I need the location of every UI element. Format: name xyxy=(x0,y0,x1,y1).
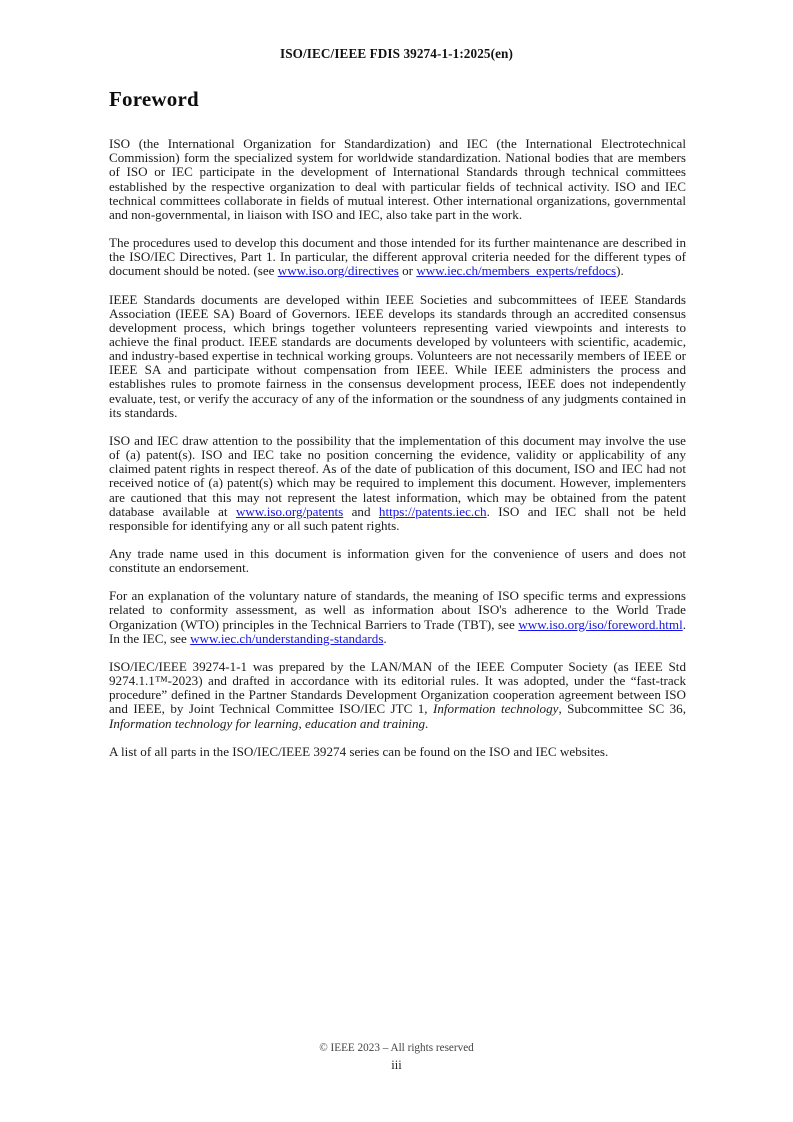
paragraph-trade-name-notice: Any trade name used in this document is information given for the convenience of users and does not constitute an endorsement. xyxy=(109,546,686,576)
link-iso-directives[interactable]: www.iso.org/directives xyxy=(277,263,399,279)
link-iec-patents[interactable]: https://patents.iec.ch xyxy=(378,503,487,519)
paragraph-procedures-text-lead: The procedures used to develop this document and those intended for its further maintenance are described in the ISO/IEC Directives, Part 1. In particular, the different approval criteria needed for the different types of document should be noted. (see xyxy=(109,235,686,279)
link-iec-refdocs[interactable]: www.iec.ch/members_experts/refdocs xyxy=(416,263,617,279)
running-header: ISO/IEC/IEEE FDIS 39274-1-1:2025(en) xyxy=(280,46,513,61)
document-body xyxy=(109,88,686,759)
link-iso-foreword[interactable]: www.iso.org/iso/foreword.html xyxy=(518,616,683,632)
paragraph-preparation-attribution xyxy=(109,660,686,731)
paragraph-patent-text-tail: . ISO and IEC shall not be held responsible for identifying any or all such patent rights. xyxy=(109,503,686,533)
committee-title-jtc1: Information technology xyxy=(433,701,559,717)
paragraph-patent-notice xyxy=(109,434,686,533)
paragraph-preparation-text-lead: ISO/IEC/IEEE 39274-1-1 was prepared by the LAN/MAN of the IEEE Computer Society (as IEEE Std 9274.1.1™-2023) and drafted in accordance with its editorial rules. It was adopted, under the “fast-track procedure” defined in the Partner Standards Development Organization cooperation agreement between ISO and IEEE, by Joint Technical Committee ISO/IEC JTC 1, xyxy=(109,658,686,717)
paragraph-patent-conjunction: and xyxy=(343,503,379,519)
paragraph-series-parts-list: A list of all parts in the ISO/IEC/IEEE 39274 series can be found on the ISO and IEC websites. xyxy=(109,743,609,759)
paragraph-procedures-conjunction: or xyxy=(398,263,417,279)
paragraph-preparation-text-tail: . xyxy=(425,715,429,731)
subcommittee-title-sc36: Information technology for learning, education and training xyxy=(109,715,426,731)
page-title: Foreword xyxy=(109,87,199,111)
link-iso-patents[interactable]: www.iso.org/patents xyxy=(235,503,344,519)
paragraph-preparation-text-middle: , Subcommittee SC 36, xyxy=(558,701,686,717)
paragraph-voluntary-conjunction: . In the IEC, see xyxy=(109,616,686,646)
paragraph-voluntary-nature xyxy=(109,589,686,646)
link-iec-understanding-standards[interactable]: www.iec.ch/understanding-standards xyxy=(190,630,384,646)
footer-page-number: iii xyxy=(391,1058,402,1072)
paragraph-ieee-standards-development: IEEE Standards documents are developed within IEEE Societies and subcommittees of IEEE Standards Association (IEEE SA) Board of Governors. IEEE develops its standards through an accredited consensus development process, which brings together volunteers representing varied viewpoints and interests to achieve the final product. IEEE standards are documents developed by volunteers with scientific, academic, and industry-based expertise in technical working groups. Volunteers are not necessarily members of IEEE or IEEE SA and participate without compensation from IEEE. While IEEE administers the process and establishes rules to promote fairness in the consensus development process, IEEE does not independently evaluate, test, or verify the accuracy of any of the information or the soundness of any judgments contained in its standards. xyxy=(109,291,686,420)
footer-copyright: © IEEE 2023 – All rights reserved xyxy=(319,1042,474,1054)
paragraph-procedures-text-tail: ). xyxy=(616,263,624,279)
paragraph-voluntary-text-tail: . xyxy=(383,630,387,646)
paragraph-voluntary-text-lead: For an explanation of the voluntary nature of standards, the meaning of ISO specific terms and expressions related to conformity assessment, as well as information about ISO's adherence to the World Trade Organization (WTO) principles in the Technical Barriers to Trade (TBT), see xyxy=(109,588,686,632)
paragraph-patent-text-lead: ISO and IEC draw attention to the possibility that the implementation of this document may involve the use of (a) patent(s). ISO and IEC take no position concerning the evidence, validity or applicability of any claimed patent rights in respect thereof. As of the date of publication of this document, ISO and IEC had not received notice of (a) patent(s) which may be required to implement this document. However, implementers are cautioned that this may not represent the latest information, which may be obtained from the patent database available at xyxy=(109,432,686,519)
paragraph-procedures-directives xyxy=(109,236,686,278)
paragraph-iso-iec-description: ISO (the International Organization for Standardization) and IEC (the International Electrotechnical Commission) form the specialized system for worldwide standardization. National bodies that are members of ISO or IEC participate in the development of International Standards through technical committees established by the respective organization to deal with particular fields of technical activity. ISO and IEC technical committees collaborate in fields of mutual interest. Other international organizations, governmental and non-governmental, in liaison with ISO and IEC, also take part in the work. xyxy=(109,136,686,222)
